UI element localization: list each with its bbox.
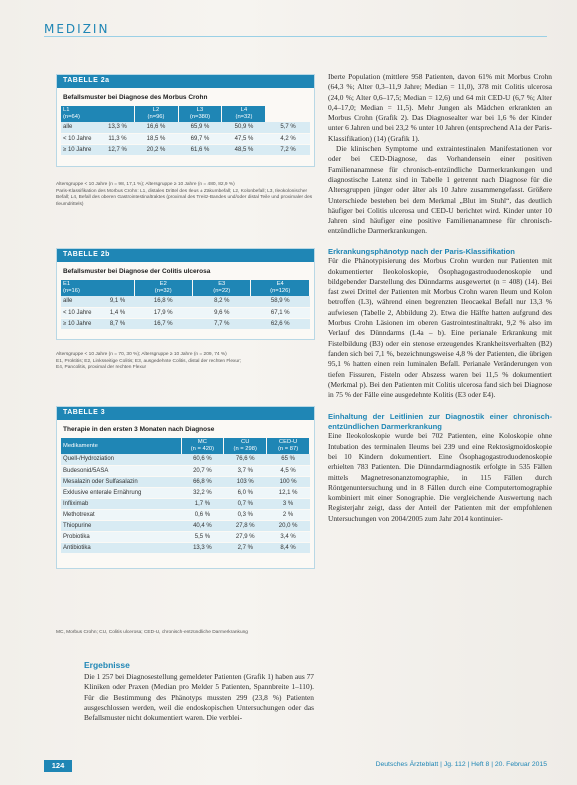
column-header: L2 (n=96) [134, 106, 178, 122]
paragraph: Für die Phänotypisierung des Morbus Crohn wurden nur Patienten mit dokumentierter Ileokoloskopie, Ösophagogastroduodenoskopie und bildgebender Darstellung des Dünndarms ausgewertet (n = 408) (14). Bei fast zwei Drittel der Patienten mit Morbus Crohn waren Ileum und Kolon betroffen (L3), während einen begrenzten Ileocaekal Befall nur 13,3 % aufwiesen (Tabelle 2, Abbildung 2). Etwa die Hälfte hatten aufgrund des Morbus Crohn Läsionen im oberen Gastrointestinaltrakt, 9,2 % also im Verlauf des Dünndarms (L4a – b). Eine perianale Erkrankung mit Fistelbildung (B3) oder ein stenose erzeugendes Krankheitsverhalten (B2) fanden sich bei 7,1 %, bezeichnungsweise 4,8 % der Patienten, die übrigen 95,1 % hatten einen rein luminalen Befall. Perianale Veränderungen von tiefen Fissuren, Fisteln oder Abszess waren bei 11,5 % dokumentiert (Merkmal p). Bei den Patienten mit Colitis ulcerosa fand sich bei Diagnose in 75 % der Fälle eine ausgedehnte Kolitis (E3 oder E4). [328, 256, 552, 400]
table-cell: 1,7 % [181, 498, 224, 509]
table-2a [56, 74, 315, 167]
column-header: E3 (n=22) [193, 280, 251, 296]
table-cell: 8,4 % [267, 542, 310, 553]
table-cell: 6,0 % [224, 487, 267, 498]
table-cell: 67,1 % [251, 307, 310, 318]
table-cell: 7,7 % [193, 318, 251, 329]
table-cell: 65,9 % [178, 122, 222, 133]
column-header: L4 (n=32) [222, 106, 266, 122]
row-label: Exklusive enterale Ernährung [61, 487, 181, 498]
column-header: CED-U (n = 87) [267, 438, 310, 454]
table-cell: 0,7 % [224, 498, 267, 509]
right-column [328, 72, 552, 524]
table-cell: 13,3 % [181, 542, 224, 553]
table-cell: 20,2 % [134, 144, 178, 155]
row-label: < 10 Jahre [61, 307, 101, 318]
table-row [61, 307, 310, 318]
table-cell: 17,9 % [134, 307, 192, 318]
page-footer [44, 760, 547, 772]
table-row [61, 454, 310, 465]
table-cell: 9,6 % [193, 307, 251, 318]
table-2b [56, 248, 315, 340]
column-header: E4 (n=126) [251, 280, 310, 296]
table-cell: 12,7 % [101, 144, 134, 155]
table-cell: 76,6 % [224, 454, 267, 465]
table-row [61, 133, 310, 144]
table-cell: 16,8 % [134, 296, 192, 307]
table-cell: 20,7 % [181, 465, 224, 476]
table-cell: 66,8 % [181, 476, 224, 487]
table-2b-grid [61, 280, 310, 330]
column-header: Medikamente [61, 438, 181, 454]
row-label: Methotrexat [61, 509, 181, 520]
row-label: ≥ 10 Jahre [61, 318, 101, 329]
column-header: CU (n = 298) [224, 438, 267, 454]
table-cell: 11,3 % [101, 133, 134, 144]
table-2a-note: Altersgruppe < 10 Jahre (n = 98, 17,1 %); Altersgruppe ≥ 10 Jahre (n = 480, 82,9 %) Paris-Klassifikation des Morbus Crohn: L1, distales Drittel des Ileus ± Zäkumbefall; L2, Kolonbefall; L3, Ileokolonischer Befall; L4, Befall des oberen Gastrointestinaltraktes (proximal des Treitz-Bandes und/oder distal Teile und proximaler des Ileumdrittels) [56, 182, 313, 207]
table-cell: 100 % [267, 476, 310, 487]
table-row [61, 509, 310, 520]
table-cell: 69,7 % [178, 133, 222, 144]
table-row [61, 465, 310, 476]
table-2b-note: Altersgruppe < 10 Jahre (n = 70, 30 %); Altersgruppe ≥ 10 Jahre (n = 209, 74 %) E1, Proktitis; E2, Linksseitige Colitis; E3, ausgedehnte Colitis, distal der rechten Flexur; E4, Pancolitis, proximal der rechten Flexur [56, 352, 242, 370]
table-cell: 103 % [224, 476, 267, 487]
row-label: alle [61, 296, 101, 307]
table-cell: 20,0 % [267, 520, 310, 531]
subheading-paris: Erkrankungsphänotyp nach der Paris-Klassifikation [328, 246, 515, 256]
table-cell: 5,5 % [181, 531, 224, 542]
row-label: Probiotika [61, 531, 181, 542]
table-row [61, 122, 310, 133]
table-cell: 65 % [267, 454, 310, 465]
table-cell: 16,6 % [134, 122, 178, 133]
table-cell: 32,2 % [181, 487, 224, 498]
row-label: alle [61, 122, 101, 133]
section-header: MEDIZIN [44, 22, 110, 36]
table-3-note: MC, Morbus Crohn; CU, Colitis ulcerosa; CED-U, chronisch-entzündliche Darmerkrankung [56, 630, 248, 635]
table-cell: 61,6 % [178, 144, 222, 155]
table-3-title: TABELLE 3 [57, 407, 314, 420]
subheading-guidelines: Einhaltung der Leitlinien zur Diagnostik einer chronisch-entzündlichen Darmerkrankung [328, 412, 552, 431]
table-row [61, 531, 310, 542]
table-cell: 50,9 % [222, 122, 266, 133]
table-2a-grid [61, 106, 310, 156]
table-cell: 0,3 % [224, 509, 267, 520]
table-row [61, 296, 310, 307]
table-cell: 27,9 % [224, 531, 267, 542]
table-cell: 3,4 % [267, 531, 310, 542]
table-cell: 0,6 % [181, 509, 224, 520]
table-cell: 3,7 % [224, 465, 267, 476]
table-row [61, 144, 310, 155]
row-label: ≥ 10 Jahre [61, 144, 101, 155]
paragraph: Eine Ileokoloskopie wurde bei 702 Patienten, eine Koloskopie ohne Intubation des terminalen Ileums bei 239 und eine Rektosigmoidoskopie bei 10 Kindern dokumentiert. Eine Ösophagogastroduodenoskopie erhielten 783 Patienten. Die Dünndarmdiagnostik erfolgte in 535 Fällen mittels Magnetresonanztomographie, in 115 Fällen durch Röntgenuntersuchung und in 8 Fällen durch eine Computertomographie kombiniert mit einer Sonographie. Die vergleichende Auswertung nach Registerjahr zeigt, dass der Anteil der Patienten mit der empfohlenen Untersuchungen von 2004/2005 zum Jahr 2014 kontinuier- [328, 431, 552, 523]
table-cell: 1,4 % [101, 307, 134, 318]
table-cell: 48,5 % [222, 144, 266, 155]
table-3-grid [61, 438, 310, 554]
table-cell: 16,7 % [134, 318, 192, 329]
results-heading: Ergebnisse [84, 660, 130, 670]
table-cell: 9,1 % [101, 296, 134, 307]
table-row [61, 498, 310, 509]
column-header: L3 (n=380) [178, 106, 222, 122]
table-cell: 4,5 % [267, 465, 310, 476]
row-label: Quell-/Hydroziation [61, 454, 181, 465]
table-2a-subtitle: Befallsmuster bei Diagnose des Morbus Crohn [63, 94, 208, 101]
table-cell: 4,2 % [266, 133, 310, 144]
table-cell: 40,4 % [181, 520, 224, 531]
table-cell: 60,6 % [181, 454, 224, 465]
row-label: Mesalazin oder Sulfasalazin [61, 476, 181, 487]
column-header: E1 (n=16) [61, 280, 134, 296]
table-cell: 3 % [267, 498, 310, 509]
table-cell: 7,2 % [266, 144, 310, 155]
table-2a-title: TABELLE 2a [57, 75, 314, 88]
row-label: < 10 Jahre [61, 133, 101, 144]
table-cell: 8,7 % [101, 318, 134, 329]
table-row [61, 542, 310, 553]
table-row [61, 487, 310, 498]
table-cell: 18,5 % [134, 133, 178, 144]
table-cell: 58,9 % [251, 296, 310, 307]
paragraph: Die klinischen Symptome und extraintestinalen Manifestationen vor oder bei CED-Diagnose, das Vorhandensein einer positiven Familienanamnese für chronisch-entzündliche Darmerkrankungen und diagnostische Latenz sind in Tabelle 1 getrennt nach Diagnose für die Altersgruppen jünger oder älter als 10 Jahre zusammengefasst. Größere Unterschiede bestehen bei dem Merkmal „Blut im Stuhl“, das deutlich häufiger bei Colitis ulcerosa und CED-U berichtet wird. Kinder unter 10 Jahren sind häufiger eine positive Familienanamnese für chronisch-entzündliche Darmerkrankungen. [328, 144, 552, 236]
table-row [61, 318, 310, 329]
row-label: Antibiotika [61, 542, 181, 553]
table-2b-title: TABELLE 2b [57, 249, 314, 262]
table-cell: 12,1 % [267, 487, 310, 498]
column-header: MC (n = 420) [181, 438, 224, 454]
table-cell: 62,6 % [251, 318, 310, 329]
table-cell: 8,2 % [193, 296, 251, 307]
table-3-subtitle: Therapie in den ersten 3 Monaten nach Diagnose [63, 426, 215, 433]
row-label: Infliximab [61, 498, 181, 509]
column-header: E2 (n=32) [134, 280, 192, 296]
table-row [61, 520, 310, 531]
table-2b-subtitle: Befallsmuster bei Diagnose der Colitis ulcerosa [63, 268, 211, 275]
results-paragraph: Die 1 257 bei Diagnosestellung gemeldeter Patienten (Grafik 1) haben aus 77 Kliniken oder Praxen (Median pro Melder 5 Patienten, Spannbreite 1–110). Für die Bestimmung des Phänotyps mussten 299 (23,8 %) Patienten ausgeschlossen werden, weil die endoskopischen Untersuchungen oder das Befallsmuster nicht dokumentiert waren. Die verblei- [84, 672, 314, 723]
paragraph: Iberte Population (mittlere 958 Patienten, davon 61% mit Morbus Crohn (64,3 %; Alter 0,3–11,9 Jahre; Median = 11,0), 378 mit Colitis ulcerosa (24,0 %; Alter 0,6–17,5; Median = 12,6) und 64 mit CED-U (6,7 %; Alter 0,4–17,0; Median = 11,5). Mehr Jungen als Mädchen erkrankten an Morbus Crohn (Grafik 2). Das Diagnosealter war bei 1,6 % der Kinder unter 6 Jahren und bei 23,2 % unter 10 Jahren (entsprechend A1a der Paris-Klassifikation) (14) (Grafik 1). [328, 72, 552, 143]
table-cell: 2,7 % [224, 542, 267, 553]
row-label: Thiopurine [61, 520, 181, 531]
table-cell: 47,5 % [222, 133, 266, 144]
row-label: Budesonid/5ASA [61, 465, 181, 476]
table-cell: 13,3 % [101, 122, 134, 133]
table-cell: 5,7 % [266, 122, 310, 133]
table-row [61, 476, 310, 487]
table-cell: 2 % [267, 509, 310, 520]
table-3 [56, 406, 315, 569]
header-rule [44, 36, 547, 37]
column-header: L1 (n=64) [61, 106, 134, 122]
journal-citation: Deutsches Ärzteblatt | Jg. 112 | Heft 8 | 20. Februar 2015 [375, 761, 547, 768]
table-cell: 27,8 % [224, 520, 267, 531]
page-number: 124 [44, 760, 72, 772]
